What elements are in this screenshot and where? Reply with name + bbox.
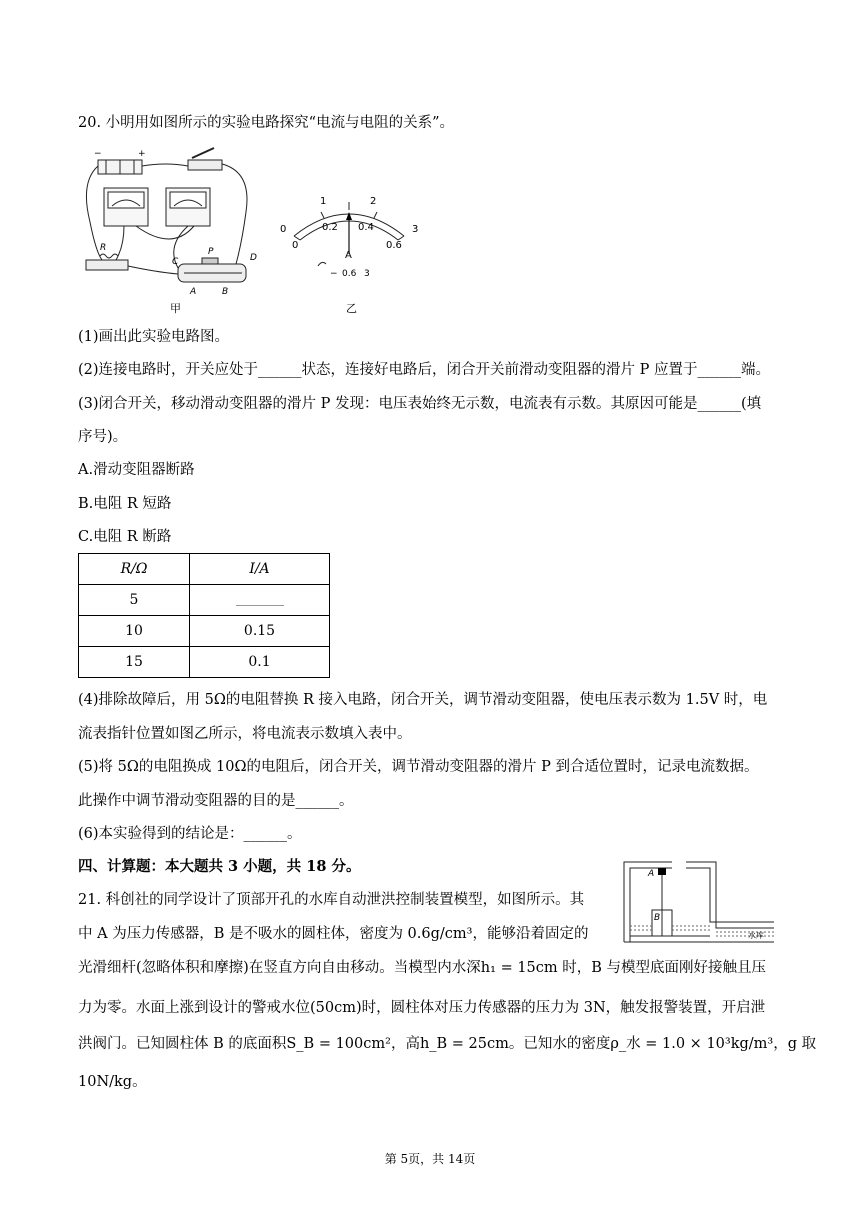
q20-part6: (6)本实验得到的结论是：______。 [78, 826, 302, 842]
q21-line1: 21. 科创社的同学设计了顶部开孔的水库自动泄洪控制装置模型，如图所示。其 [78, 892, 585, 908]
q21-line3: 光滑细杆(忽略体积和摩擦)在竖直方向自由移动。当模型内水深h₁ = 15cm 时，B 与模型底面刚好接触且压 [78, 960, 767, 976]
data-table [78, 553, 330, 678]
dial-unit-label: A [345, 250, 352, 261]
ammeter-dial-figure [274, 188, 424, 318]
q20-part4-line1: (4)排除故障后，用 5Ω的电阻替换 R 接入电路，闭合开关，调节滑动变阻器，使电压表示数为 1.5V 时，电 [78, 692, 768, 708]
table-cell: 0.1 [190, 647, 330, 678]
q20-part5-line1: (5)将 5Ω的电阻换成 10Ω的电阻后，闭合开关，调节滑动变阻器的滑片 P 到合适位置时，记录电流数据。 [78, 759, 759, 775]
q20-part5-line2: 此操作中调节滑动变阻器的目的是______。 [78, 793, 354, 809]
reservoir-figure [612, 858, 780, 948]
dial-top-1: 1 [320, 196, 327, 207]
battery-plus-label: + [138, 149, 146, 159]
q21-line6: 10N/kg。 [78, 1074, 147, 1090]
table-header-r: R/Ω [79, 554, 190, 585]
table-row [79, 616, 330, 647]
terminal-b-label: B [222, 287, 229, 297]
q20-part3-line1: (3)闭合开关，移动滑动变阻器的滑片 P 发现：电压表始终无示数，电流表有示数。其原因可能是______(填 [78, 396, 762, 412]
page-footer: 第 5页，共 14页 [384, 1152, 476, 1166]
option-a: A.滑动变阻器断路 [78, 462, 195, 478]
option-b: B.电阻 R 短路 [78, 496, 172, 512]
q21-line2: 中 A 为压力传感器，B 是不吸水的圆柱体，密度为 0.6g/cm³，能够沿着固定的 [78, 926, 589, 942]
circuit-figure [76, 142, 272, 318]
terminal-3: 3 [364, 269, 370, 279]
q21-line5: 洪阀门。已知圆柱体 B 的底面积S_B = 100cm²，高h_B = 25cm。已知水的密度ρ_水 = 1.0 × 10³kg/m³，g 取 [78, 1036, 817, 1052]
table-header-row [79, 554, 330, 585]
table-cell: 0.15 [190, 616, 330, 647]
table-cell-blank [190, 585, 330, 616]
fig-yi-caption: 乙 [346, 302, 357, 315]
table-header-i: I/A [190, 554, 330, 585]
table-cell: 10 [79, 616, 190, 647]
dial-top-0: 0 [280, 224, 287, 235]
table-cell: 5 [79, 585, 190, 616]
dial-top-3: 3 [412, 224, 419, 235]
terminal-d-label: D [250, 253, 257, 263]
battery-minus-label: − [94, 149, 102, 159]
dial-top-2: 2 [370, 196, 377, 207]
reservoir-label: 水库 [748, 931, 764, 940]
terminal-c-label: C [172, 257, 179, 267]
dial-bottom-04: 0.4 [358, 222, 374, 233]
fig-jia-caption: 甲 [170, 302, 181, 315]
dial-bottom-02: 0.2 [322, 222, 338, 233]
q20-part3-line2: 序号)。 [78, 429, 128, 445]
q20-part4-line2: 流表指针位置如图乙所示，将电流表示数填入表中。 [78, 726, 412, 742]
dial-bottom-06: 0.6 [386, 240, 402, 251]
terminal-06: 0.6 [342, 269, 357, 279]
terminal-a-label: A [190, 287, 197, 297]
answer-blank [236, 595, 284, 606]
table-row [79, 585, 330, 616]
slider-p-label: P [208, 247, 214, 257]
terminal-minus: − [330, 269, 338, 279]
section-heading: 四、计算题：本大题共 3 小题，共 18 分。 [78, 858, 361, 875]
table-cell: 15 [79, 647, 190, 678]
resistor-r-label: R [100, 243, 107, 253]
table-row [79, 647, 330, 678]
cylinder-b-label: B [654, 913, 661, 923]
q20-title: 20. 小明用如图所示的实验电路探究“电流与电阻的关系”。 [78, 115, 454, 131]
option-c: C.电阻 R 断路 [78, 529, 172, 545]
sensor-a-label: A [648, 869, 655, 879]
dial-bottom-0: 0 [292, 240, 299, 251]
q20-part2: (2)连接电路时，开关应处于______状态，连接好电路后，闭合开关前滑动变阻器的滑片 P 应置于______端。 [78, 362, 771, 378]
q21-line4: 力为零。水面上涨到设计的警戒水位(50cm)时，圆柱体对压力传感器的压力为 3N，触发报警装置，开启泄 [78, 1000, 766, 1016]
q20-part1: (1)画出此实验电路图。 [78, 329, 230, 345]
